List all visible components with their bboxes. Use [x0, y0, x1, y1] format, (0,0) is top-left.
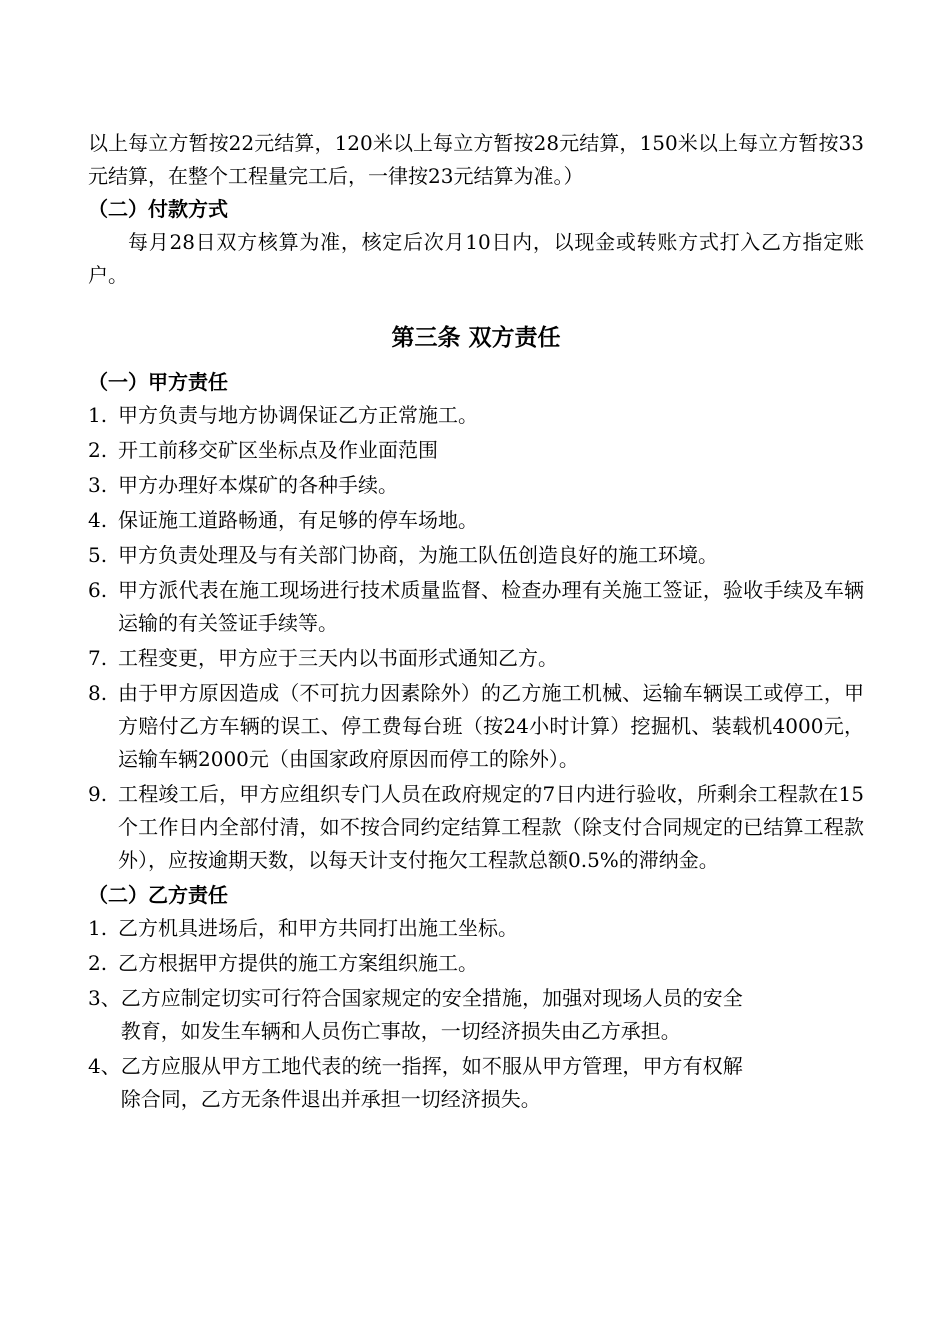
- item-number: 6.: [88, 578, 108, 602]
- item-number: 3、: [88, 986, 121, 1010]
- party-a-item: [88, 574, 864, 640]
- party-b-item: [88, 947, 864, 980]
- item-text: 甲方办理好本煤矿的各种手续。: [118, 473, 398, 497]
- party-a-item: [88, 504, 864, 537]
- party-a-item: [88, 642, 864, 675]
- item-text: 乙方应服从甲方工地代表的统一指挥，如不服从甲方管理，甲方有权解除合同，乙方无条件退出并承担一切经济损失。: [120, 1054, 743, 1111]
- party-a-item: [88, 399, 864, 432]
- party-a-item: [88, 677, 864, 776]
- item-text: 乙方应制定切实可行符合国家规定的安全措施，加强对现场人员的安全教育，如发生车辆和人员伤亡事故，一切经济损失由乙方承担。: [120, 986, 743, 1043]
- item-text: 工程变更，甲方应于三天内以书面形式通知乙方。: [118, 646, 558, 670]
- party-a-item: [88, 469, 864, 502]
- party-b-item: [88, 982, 864, 1048]
- payment-method-text: 每月28日双方核算为准，核定后次月10日内，以现金或转账方式打入乙方指定账户。: [88, 230, 864, 287]
- party-b-heading: （二）乙方责任: [88, 883, 228, 907]
- item-text: 甲方负责与地方协调保证乙方正常施工。: [118, 403, 478, 427]
- item-number: 1.: [88, 403, 108, 427]
- intro-paragraph: 以上每立方暂按22元结算，120米以上每立方暂按28元结算，150米以上每立方暂按33元结算，在整个工程量完工后，一律按23元结算为准。）: [88, 131, 864, 188]
- item-number: 2.: [88, 438, 108, 462]
- party-a-item: [88, 539, 864, 572]
- item-number: 8.: [88, 681, 108, 705]
- party-b-item: [88, 1050, 864, 1116]
- item-number: 1.: [88, 916, 108, 940]
- item-number: 4.: [88, 508, 108, 532]
- document-page: [88, 127, 864, 1118]
- party-a-heading: （一）甲方责任: [88, 370, 228, 394]
- party-b-item: [88, 912, 864, 945]
- item-number: 5.: [88, 543, 108, 567]
- item-number: 3.: [88, 473, 108, 497]
- item-number: 4、: [88, 1054, 121, 1078]
- party-a-item: [88, 778, 864, 877]
- item-text: 乙方根据甲方提供的施工方案组织施工。: [118, 951, 478, 975]
- payment-method-heading: （二）付款方式: [88, 197, 228, 221]
- item-text: 甲方派代表在施工现场进行技术质量监督、检查办理有关施工签证，验收手续及车辆运输的有关签证手续等。: [118, 578, 864, 635]
- item-text: 乙方机具进场后，和甲方共同打出施工坐标。: [118, 916, 518, 940]
- item-text: 甲方负责处理及与有关部门协商，为施工队伍创造良好的施工环境。: [118, 543, 718, 567]
- item-text: 工程竣工后，甲方应组织专门人员在政府规定的7日内进行验收，所剩余工程款在15个工作日内全部付清，如不按合同约定结算工程款（除支付合同规定的已结算工程款外），应按逾期天数，以每天计支付拖欠工程款总额0.5%的滞纳金。: [118, 782, 864, 872]
- item-text: 开工前移交矿区坐标点及作业面范围: [118, 438, 438, 462]
- item-number: 7.: [88, 646, 108, 670]
- party-a-item: [88, 434, 864, 467]
- item-number: 2.: [88, 951, 108, 975]
- item-number: 9.: [88, 782, 108, 806]
- item-text: 由于甲方原因造成（不可抗力因素除外）的乙方施工机械、运输车辆误工或停工，甲方赔付乙方车辆的误工、停工费每台班（按24小时计算）挖掘机、装载机4000元，运输车辆2000元（由国家政府原因而停工的除外）。: [118, 681, 864, 771]
- article-3-title: 第三条 双方责任: [391, 324, 561, 351]
- item-text: 保证施工道路畅通，有足够的停车场地。: [118, 508, 478, 532]
